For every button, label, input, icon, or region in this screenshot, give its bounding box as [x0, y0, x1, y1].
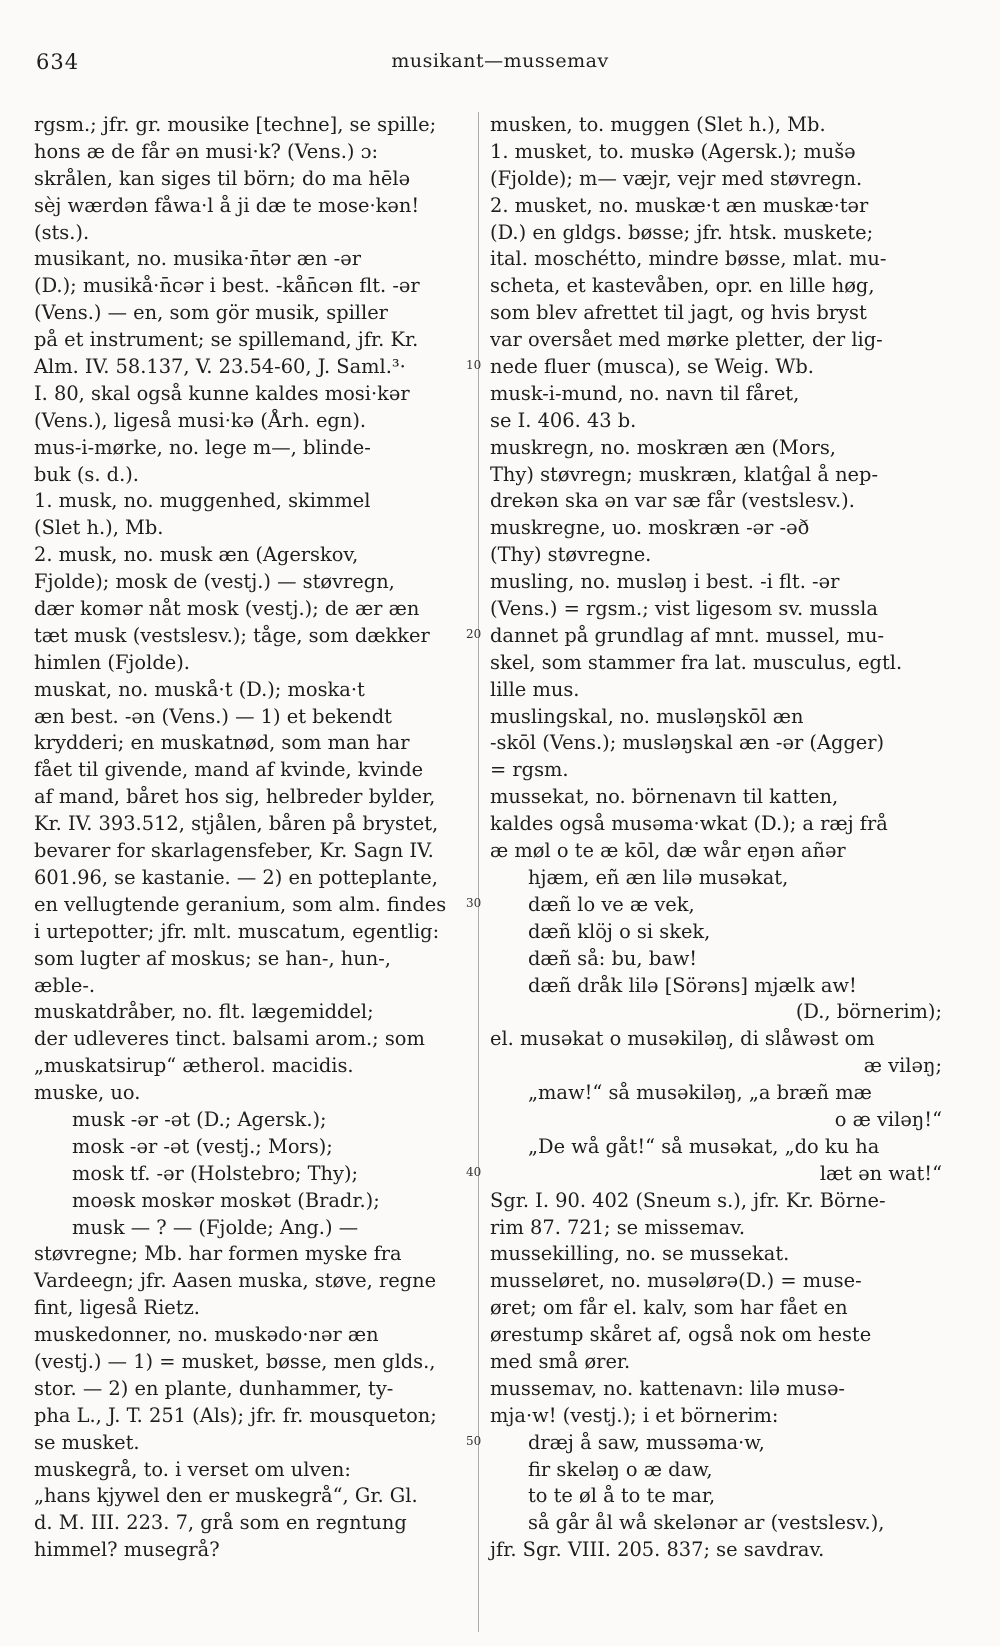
- text-line: æn best. -ən (Vens.) — 1) et bekendt: [34, 704, 392, 728]
- text-line: (Fjolde); m— væjr, vejr med støvregn.: [490, 166, 863, 190]
- text-line: æ møl o te æ kōl, dæ wår eŋən añər: [490, 839, 846, 863]
- text-line: (Slet h.), Mb.: [34, 516, 164, 540]
- text-line: der udleveres tinct. balsami arom.; som: [34, 1027, 425, 1051]
- line-number-40: 40: [466, 1165, 482, 1179]
- page-number: 634: [36, 50, 80, 74]
- text-line: dæñ klöj o si skek,: [528, 919, 711, 943]
- text-line: (Thy) støvregne.: [490, 543, 652, 567]
- text-line: fint, ligeså Rietz.: [34, 1296, 200, 1320]
- text-line: krydderi; en muskatnød, som man har: [34, 731, 410, 755]
- text-line: stor. — 2) en plante, dunhammer, ty-: [34, 1376, 394, 1400]
- text-line: moəsk moskər moskət (Bradr.);: [72, 1188, 380, 1212]
- text-line: dær komər nåt mosk (vestj.); de ær æn: [34, 597, 420, 621]
- text-line: som blev afrettet til jagt, og hvis bryst: [490, 301, 867, 325]
- text-line: mussemav, no. kattenavn: lilə musə-: [490, 1376, 845, 1400]
- text-line: musk — ? — (Fjolde; Ang.) —: [72, 1215, 359, 1239]
- text-line: rim 87. 721; se missemav.: [490, 1215, 746, 1239]
- text-line: hjæm, eñ æn lilə musəkat,: [528, 865, 789, 889]
- text-line: Sgr. I. 90. 402 (Sneum s.), jfr. Kr. Börne-: [490, 1188, 886, 1212]
- text-line: „muskatsirup“ ætherol. macidis.: [34, 1054, 354, 1078]
- text-line: se I. 406. 43 b.: [490, 408, 637, 432]
- text-line: Alm. IV. 58.137, V. 23.54-60, J. Saml.³·: [34, 355, 406, 379]
- text-line: musling, no. musləŋ i best. -i flt. -ər: [490, 570, 840, 594]
- column-divider: [478, 112, 479, 1632]
- text-line: bevarer for skarlagensfeber, Kr. Sagn IV.: [34, 839, 434, 863]
- text-line: se musket.: [34, 1430, 140, 1454]
- text-line: støvregne; Mb. har formen myske fra: [34, 1242, 402, 1266]
- text-line: ørestump skåret af, også nok om heste: [490, 1323, 872, 1347]
- text-line: „De wå gåt!“ så musəkat, „do ku ha: [528, 1134, 880, 1158]
- text-line: jfr. Sgr. VIII. 205. 837; se savdrav.: [490, 1538, 825, 1562]
- text-line: muslingskal, no. musləŋskōl æn: [490, 704, 804, 728]
- text-line: æ viləŋ;: [863, 1054, 942, 1078]
- text-line: nede fluer (musca), se Weig. Wb.: [490, 355, 814, 379]
- text-line: muskregne, uo. moskræn -ər -əð: [490, 516, 810, 540]
- text-line: med små ører.: [490, 1349, 631, 1373]
- text-line: muskatdråber, no. flt. lægemiddel;: [34, 1000, 374, 1024]
- text-line: kaldes også musəma·wkat (D.); a ræj frå: [490, 812, 888, 836]
- text-line: (Vens.) — en, som gör musik, spiller: [34, 301, 388, 325]
- right-column: [490, 112, 952, 1564]
- running-title: musikant—mussemav: [391, 50, 609, 72]
- text-line: tæt musk (vestslesv.); tåge, som dækker: [34, 623, 430, 647]
- text-line: muskegrå, to. i verset om ulven:: [34, 1457, 351, 1481]
- text-line: dæñ så: bu, baw!: [528, 946, 698, 970]
- text-line: (D.) en gldgs. bøsse; jfr. htsk. muskete;: [490, 220, 874, 244]
- line-number-50: 50: [466, 1434, 482, 1448]
- text-line: (D., börnerim);: [795, 1000, 942, 1024]
- text-line: læt ən wat!“: [819, 1161, 942, 1185]
- text-line: (Vens.), ligeså musi·kə (Årh. egn).: [34, 408, 367, 432]
- text-line: „maw!“ så musəkiləŋ, „a bræñ mæ: [528, 1081, 872, 1105]
- text-line: musk-i-mund, no. navn til fåret,: [490, 381, 800, 405]
- text-line: el. musəkat o musəkiləŋ, di slåwəst om: [490, 1027, 875, 1051]
- text-line: dannet på grundlag af mnt. mussel, mu-: [490, 623, 885, 647]
- text-line: I. 80, skal også kunne kaldes mosi·kər: [34, 381, 410, 405]
- text-line: muskregn, no. moskræn æn (Mors,: [490, 435, 836, 459]
- text-line: på et instrument; se spillemand, jfr. Kr.: [34, 328, 419, 352]
- page-header: [0, 50, 1000, 80]
- text-line: en vellugtende geranium, som alm. findes: [34, 892, 447, 916]
- text-line: to te øl å to te mar,: [528, 1484, 716, 1508]
- text-line: fir skeləŋ o æ daw,: [528, 1457, 713, 1481]
- text-line: mosk tf. -ər (Holstebro; Thy);: [72, 1161, 359, 1185]
- text-line: skrålen, kan siges til börn; do ma hēlə: [34, 166, 411, 190]
- text-line: 1. musket, to. muskə (Agersk.); mušə: [490, 139, 856, 163]
- text-line: mussekat, no. börnenavn til katten,: [490, 785, 839, 809]
- text-line: himlen (Fjolde).: [34, 650, 190, 674]
- text-line: musken, to. muggen (Slet h.), Mb.: [490, 113, 826, 136]
- text-line: musikant, no. musika·n̄tər æn -ər: [34, 247, 361, 271]
- text-line: o æ viləŋ!“: [834, 1107, 942, 1131]
- text-line: musk -ər -ət (D.; Agersk.);: [72, 1107, 327, 1131]
- text-line: drekən ska ən var sæ får (vestslesv.).: [490, 489, 855, 513]
- text-line: 1. musk, no. muggenhed, skimmel: [34, 489, 371, 513]
- text-line: Thy) støvregn; muskræn, klatĝal å nep-: [490, 462, 879, 486]
- text-line: 2. musket, no. muskæ·t æn muskæ·tər: [490, 193, 869, 217]
- text-line: d. M. III. 223. 7, grå som en regntung: [34, 1511, 407, 1535]
- text-line: muskat, no. muskå·t (D.); moska·t: [34, 677, 365, 701]
- text-line: som lugter af moskus; se han-, hun-,: [34, 946, 391, 970]
- text-line: øret; om får el. kalv, som har fået en: [490, 1296, 848, 1320]
- text-line: mja·w! (vestj.); i et börnerim:: [490, 1403, 779, 1427]
- text-line: Kr. IV. 393.512, stjålen, båren på brystet,: [34, 812, 439, 836]
- text-line: sèj wærdən fåwa·l å ji dæ te mose·kən!: [34, 193, 420, 217]
- text-line: i urtepotter; jfr. mlt. muscatum, egentlig:: [34, 919, 440, 943]
- text-line: pha L., J. T. 251 (Als); jfr. fr. mousqueton;: [34, 1403, 437, 1427]
- text-line: himmel? musegrå?: [34, 1538, 220, 1562]
- text-line: skel, som stammer fra lat. musculus, egtl.: [490, 650, 903, 674]
- text-line: så går ål wå skelənər ar (vestslesv.),: [528, 1511, 885, 1535]
- text-line: mussekilling, no. se mussekat.: [490, 1242, 790, 1266]
- text-line: „hans kjywel den er muskegrå“, Gr. Gl.: [34, 1484, 418, 1508]
- text-line: var oversået med mørke pletter, der lig-: [490, 328, 883, 352]
- text-line: muskedonner, no. muskədo·nər æn: [34, 1323, 379, 1347]
- text-line: musseløret, no. musəlørə(D.) = muse-: [490, 1269, 862, 1293]
- text-line: rgsm.; jfr. gr. mousike [techne], se spille;: [34, 113, 437, 136]
- text-line: af mand, båret hos sig, helbreder bylder,: [34, 785, 436, 809]
- text-line: (Vens.) = rgsm.; vist ligesom sv. mussla: [490, 597, 878, 621]
- text-line: dræj å saw, mussəma·w,: [528, 1430, 765, 1454]
- text-line: = rgsm.: [490, 758, 569, 782]
- text-line: mosk -ər -ət (vestj.; Mors);: [72, 1134, 333, 1158]
- text-line: Fjolde); mosk de (vestj.) — støvregn,: [34, 570, 395, 594]
- line-number-10: 10: [466, 358, 482, 372]
- text-line: 601.96, se kastanie. — 2) en potteplante,: [34, 865, 438, 889]
- text-line: dæñ dråk lilə [Sörəns] mjælk aw!: [528, 973, 857, 997]
- text-line: ital. moschétto, mindre bøsse, mlat. mu-: [490, 247, 887, 271]
- text-line: -skōl (Vens.); musləŋskal æn -ər (Agger): [490, 731, 885, 755]
- text-line: æble-.: [34, 973, 96, 997]
- text-line: scheta, et kastevåben, opr. en lille høg,: [490, 274, 875, 298]
- text-line: hons æ de får ən musi·k? (Vens.) ɔ:: [34, 139, 378, 163]
- text-line: (vestj.) — 1) = musket, bøsse, men glds.,: [34, 1349, 436, 1373]
- text-line: mus-i-mørke, no. lege m—, blinde-: [34, 435, 371, 459]
- text-line: dæñ lo ve æ vek,: [528, 892, 695, 916]
- left-column: [34, 112, 474, 1564]
- text-line: (D.); musikå·n̄cər i best. -kån̄cən flt. -ər: [34, 274, 420, 298]
- text-line: Vardeegn; jfr. Aasen muska, støve, regne: [34, 1269, 437, 1293]
- text-line: muske, uo.: [34, 1081, 141, 1105]
- text-line: (sts.).: [34, 220, 90, 244]
- line-number-30: 30: [466, 896, 482, 910]
- text-line: 2. musk, no. musk æn (Agerskov,: [34, 543, 359, 567]
- line-number-20: 20: [466, 627, 482, 641]
- text-line: buk (s. d.).: [34, 462, 139, 486]
- text-line: fået til givende, mand af kvinde, kvinde: [34, 758, 424, 782]
- text-line: lille mus.: [490, 677, 580, 701]
